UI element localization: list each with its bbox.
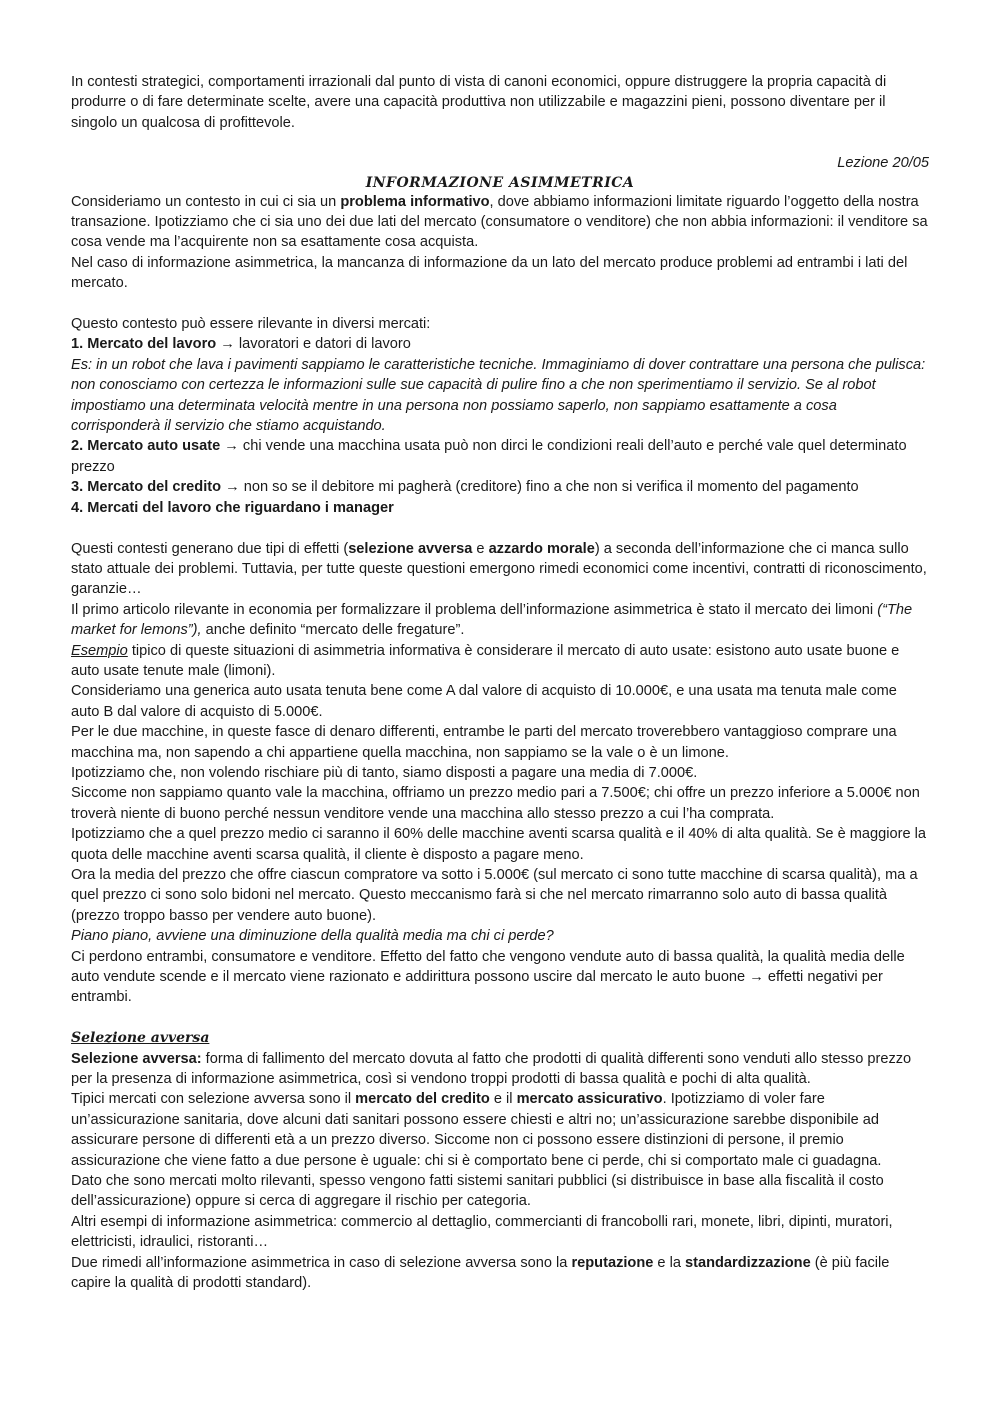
list-item-2: 2. Mercato auto usate → chi vende una macchina usata può non dirci le condizioni reali dell’auto e perché vale quel determinato prezzo [71, 438, 907, 475]
paragraph: Altri esempi di informazione asimmetrica: commercio al dettaglio, commercianti di francobolli rari, monete, libri, dipinti, muratori, elettricisti, idraulici, ristoranti… [71, 1213, 893, 1251]
paragraph: Ora la media del prezzo che offre ciascun compratore va sotto i 5.000€ (sul mercato ci sono tutte macchine di scarsa qualità), ma a quel prezzo ci sono solo bidoni nel mercato. Questo meccanismo farà si che nel mercato rimarranno solo auto di bassa qualità (prezzo troppo basso per vendere auto buone). [71, 867, 918, 924]
paragraph: Questi contesti generano due tipi di effetti (selezione avversa e azzardo morale) a seconda dell’informazione che ci manca sullo stato attuale dei problemi. Tuttavia, per tutte queste questioni emergono rimedi economici come incentivi, contratti di riconoscimento, garanzie… [71, 540, 927, 598]
list-item-4: 4. Mercati del lavoro che riguardano i manager [71, 499, 394, 516]
section-title-adverse-selection: Selezione avversa [71, 1030, 210, 1047]
lesson-date: Lezione 20/05 [837, 155, 929, 172]
paragraph: Tipici mercati con selezione avversa sono il mercato del credito e il mercato assicurativo. Ipotizziamo di voler fare un’assicurazione sanitaria, dove alcuni dati sanitari possono essere chiesti e altri no; un’assicurazione sarebbe disponibile ad assicurare persone di differenti età a un prezzo diverso. Siccome non ci possono essere distinzioni di persone, il premio assicurazione che viene fatto a due persone è uguale: chi si è comportato bene ci perde, chi si comportato male ci guadagna. [71, 1091, 882, 1169]
definition-paragraph: Selezione avversa: forma di fallimento del mercato dovuta al fatto che prodotti di qualità differenti sono venduti allo stesso prezzo per la presenza di informazione asimmetrica, così si vendono troppi prodotti di bassa qualità e pochi di alta qualità. [71, 1050, 912, 1088]
paragraph: Per le due macchine, in queste fasce di denaro differenti, entrambe le parti del mercato troverebbero vantaggioso comprare una macchina ma, non sapendo a chi appartiene quella macchina, non sappiamo se la vale o è un limone. [71, 724, 897, 761]
paragraph: Dato che sono mercati molto rilevanti, spesso vengono fatti sistemi sanitari pubblici (si distribuisce in base alla fiscalità il costo dell’assicurazione) oppure si cerca di aggregare il rischio per categoria. [71, 1173, 884, 1210]
paragraph: Ci perdono entrambi, consumatore e venditore. Effetto del fatto che vengono vendute auto di bassa qualità, la qualità media delle auto vendute scende e il mercato viene razionato e addirittura possono uscire dal mercato le auto buone → effetti negativi per entrambi. [71, 948, 905, 1006]
spacer [71, 518, 929, 538]
paragraph: Consideriamo una generica auto usata tenuta bene come A dal valore di acquisto di 10.000€, e una usata ma tenuta male come auto B dal valore di acquisto di 5.000€. [71, 683, 897, 720]
paragraph: Il primo articolo rilevante in economia per formalizzare il problema dell’informazione asimmetrica è stato il mercato dei limoni (“The market for lemons”), anche definito “mercato delle fregature”. [71, 601, 913, 639]
paragraph: Esempio tipico di queste situazioni di asimmetria informativa è considerare il mercato di auto usate: esistono auto usate buone e auto usate tenute male (limoni). [71, 642, 900, 679]
list-item-1: 1. Mercato del lavoro → lavoratori e datori di lavoro [71, 336, 411, 353]
list-item-1-example: Es: in un robot che lava i pavimenti sappiamo le caratteristiche tecniche. Immaginiamo di dover contrattare una persona che pulisca: non conosciamo con certezza le informazioni sulle sue capacità di pulire fino a che non sperimentiamo il servizio. Se al robot impostiamo una determinata velocità mentre in una persona non possiamo saperlo, non sappiamo esattamente a cosa corrisponderà il servizio che stiamo acquistando. [71, 356, 926, 435]
paragraph: Consideriamo un contesto in cui ci sia un problema informativo, dove abbiamo informazioni limitate riguardo l’oggetto della nostra transazione. Ipotizziamo che ci sia uno dei due lati del mercato (consumatore o venditore) che non abbia informazioni: il venditore sa cosa vende ma l’acquirente non sa esattamente cosa acquista. [71, 193, 928, 251]
spacer [71, 1008, 929, 1028]
list-intro: Questo contesto può essere rilevante in diversi mercati: [71, 316, 431, 333]
paragraph: Nel caso di informazione asimmetrica, la mancanza di informazione da un lato del mercato produce problemi ad entrambi i lati del mercato. [71, 254, 908, 292]
bold-term: problema informativo [340, 193, 490, 210]
spacer [71, 294, 929, 314]
example-label: Esempio [71, 642, 128, 659]
list-item-3: 3. Mercato del credito → non so se il debitore mi pagherà (creditore) fino a che non si verifica il momento del pagamento [71, 479, 859, 496]
question-paragraph: Piano piano, avviene una diminuzione della qualità media ma chi ci perde? [71, 928, 554, 945]
intro-paragraph: In contesti strategici, comportamenti irrazionali dal punto di vista di canoni economici, oppure distruggere la propria capacità di produrre o di fare determinate scelte, avere una capacità produttiva non utilizzabile e magazzini pieni, possono diventare per il singolo un qualcosa di profittevole. [71, 74, 887, 131]
paragraph: Ipotizziamo che, non volendo rischiare più di tanto, siamo disposti a pagare una media di 7.000€. [71, 764, 698, 781]
paragraph: Siccome non sappiamo quanto vale la macchina, offriamo un prezzo medio pari a 7.500€; chi offre un prezzo inferiore a 5.000€ non troverà niente di buono perché nessun venditore vende una macchina allo stesso prezzo a cui l’ha comprata. [71, 785, 920, 822]
section-title-asymmetric-info: INFORMAZIONE ASIMMETRICA [365, 174, 635, 191]
paragraph: Ipotizziamo che a quel prezzo medio ci saranno il 60% delle macchine aventi scarsa qualità e il 40% di alta qualità. Se è maggiore la quota delle macchine aventi scarsa qualità, il cliente è disposto a pagare meno. [71, 826, 927, 863]
paragraph: Due rimedi all’informazione asimmetrica in caso di selezione avversa sono la reputazione e la standardizzazione (è più facile capire la qualità di prodotti standard). [71, 1254, 890, 1292]
